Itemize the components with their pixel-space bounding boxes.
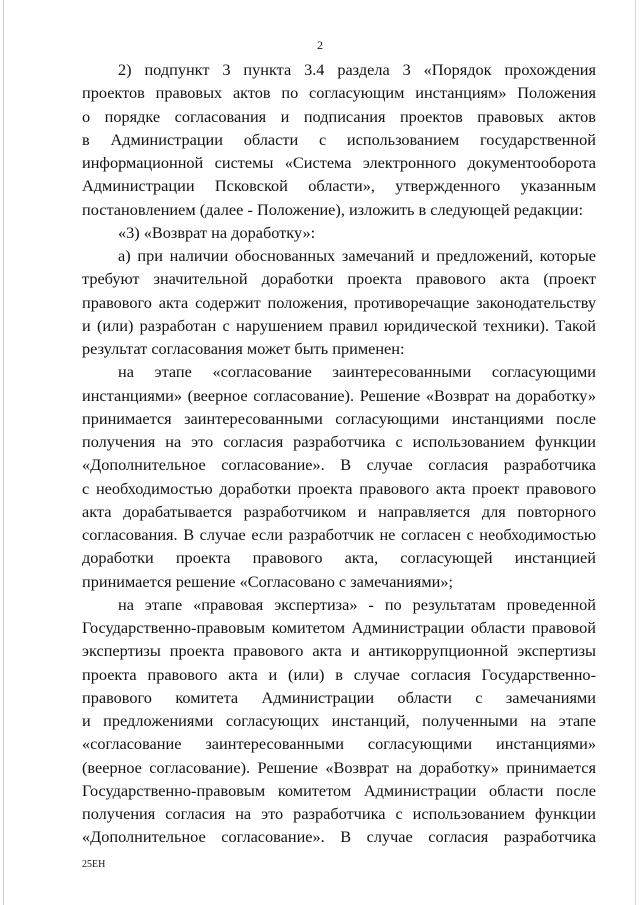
text-line: Администрации Псковской области», утвержденного указанным [82, 176, 596, 196]
text-line: (веерное согласование). Решение «Возврат на доработку» принимается [82, 757, 596, 777]
text-line: проекта правового акта и (или) в случае согласия Государственно- [82, 664, 596, 684]
document-body [82, 58, 596, 849]
scan-edge-right [635, 0, 636, 905]
text-line: 2) подпункт 3 пункта 3.4 раздела 3 «Порядок прохождения [118, 60, 596, 79]
footer-code: 25ЕН [82, 859, 106, 870]
paragraph [82, 58, 596, 221]
text-line: и предложениями согласующих инстанций, полученными на этапе [82, 711, 596, 730]
text-line: в Администрации области с использованием государственной [82, 129, 596, 149]
text-line: доработки проекта правового акта, согласующей инстанцией [82, 548, 596, 568]
text-line: правового комитета Администрации области с замечаниями [82, 687, 596, 707]
text-line: «согласование заинтересованными согласующими инстанциями» [82, 734, 596, 754]
text-line: согласования. В случае если разработчик не согласен с необходимостью [82, 525, 596, 544]
text-line: информационной системы «Система электронного документооборота [82, 153, 596, 172]
paragraph [82, 221, 596, 244]
text-line: правового акта содержит положения, противоречащие законодательству [82, 292, 596, 312]
text-line: требуют значительной доработки проекта правового акта (проект [82, 269, 596, 289]
text-line: «3) «Возврат на доработку»: [118, 222, 316, 242]
text-line: акта дорабатывается разработчиком и направляется для повторного [82, 501, 596, 521]
page-number: 2 [317, 38, 323, 52]
text-line: на этапе «согласование заинтересованными согласующими [118, 362, 596, 382]
paragraph [82, 244, 596, 360]
text-line: получения на это согласия разработчика с использованием функции [82, 432, 596, 451]
text-line: экспертизы проекта правового акта и антикоррупционной экспертизы [82, 641, 596, 661]
paragraph [82, 360, 596, 593]
text-line: получения согласия на это разработчика с использованием функции [82, 804, 596, 823]
paragraph [82, 593, 596, 849]
text-line: принимается решение «Согласовано с замечаниями»; [82, 571, 454, 591]
text-line: о порядке согласования и подписания проектов правовых актов [82, 106, 596, 126]
text-line: на этапе «правовая экспертиза» - по результатам проведенной [118, 594, 596, 614]
text-line: результат согласования может быть применен: [82, 339, 405, 358]
text-line: постановлением (далее - Положение), изложить в следующей редакции: [82, 199, 584, 219]
scan-edge-left [3, 0, 4, 905]
text-line: «Дополнительное согласование». В случае согласия разработчика [82, 827, 596, 847]
text-line: Государственно-правовым комитетом Администрации области после [82, 780, 596, 800]
text-line: Государственно-правовым комитетом Администрации области правовой [82, 618, 596, 637]
text-line: проектов правовых актов по согласующим инстанциям» Положения [82, 83, 596, 103]
text-line: принимается заинтересованными согласующими инстанциями после [82, 408, 596, 428]
text-line: и (или) разработан с нарушением правил юридической техники). Такой [82, 315, 596, 335]
text-line: «Дополнительное согласование». В случае согласия разработчика [82, 455, 596, 475]
text-line: инстанциями» (веерное согласование). Решение «Возврат на доработку» [82, 385, 596, 405]
text-line: а) при наличии обоснованных замечаний и предложений, которые [118, 246, 596, 265]
text-line: с необходимостью доработки проекта правового акта проект правового [82, 478, 596, 498]
